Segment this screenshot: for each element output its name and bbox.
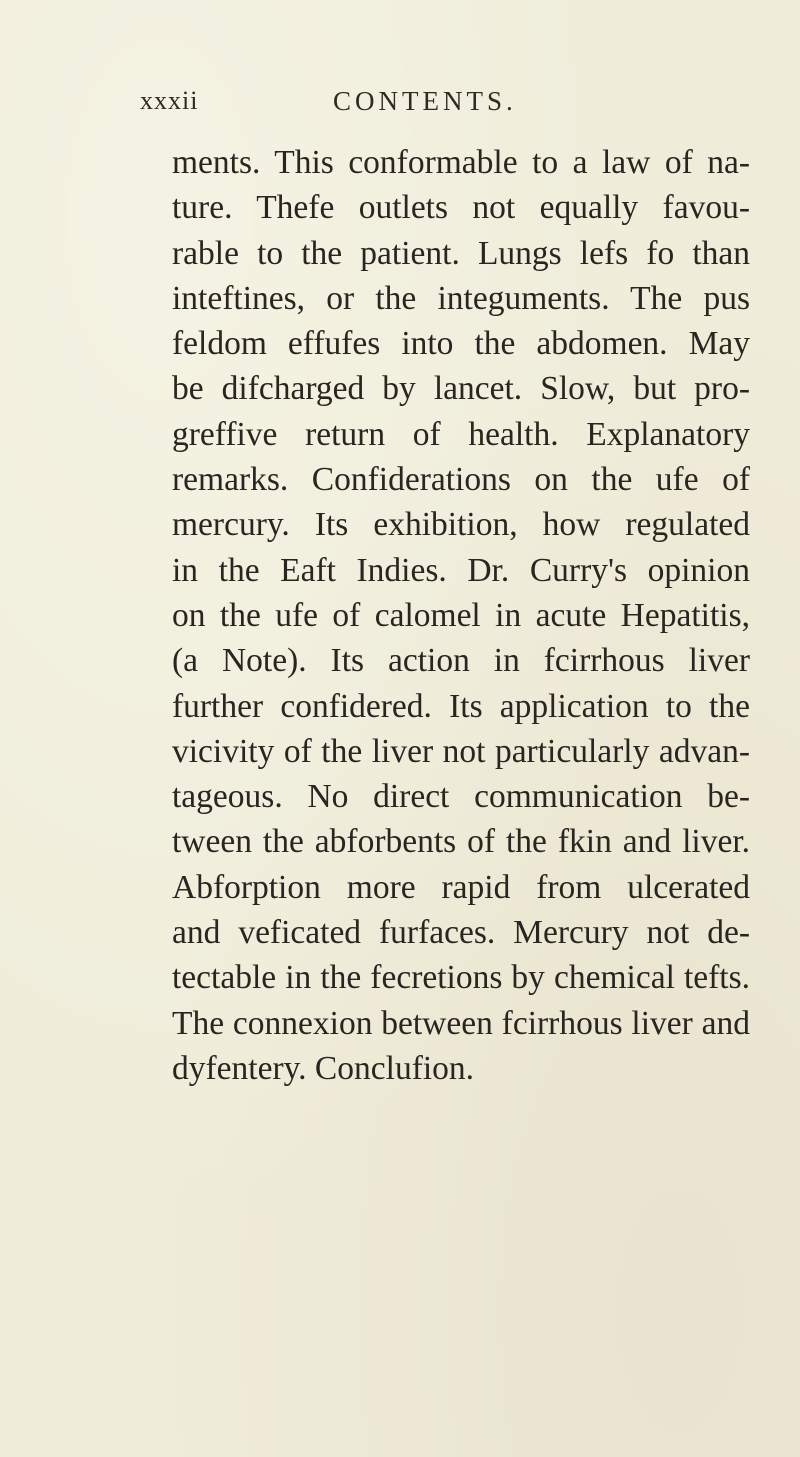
contents-text <box>172 140 772 1091</box>
text-line: greffive return of health. Explanatory <box>172 415 750 453</box>
text-line: The connexion between fcirrhous liver and <box>172 1004 750 1042</box>
text-line: feldom effufes into the abdomen. May <box>172 325 750 363</box>
running-head: CONTENTS. <box>333 86 517 116</box>
page-number: xxxii <box>140 86 199 115</box>
text-line: rable to the patient. Lungs lefs fo than <box>172 234 750 272</box>
text-line: ments. This conformable to a law of na- <box>172 144 750 181</box>
text-line: be difcharged by lancet. Slow, but pro- <box>172 370 750 408</box>
text-line: dyfentery. Conclufion. <box>172 1049 475 1087</box>
text-line: tageous. No direct communication be- <box>172 778 750 816</box>
text-line: mercury. Its exhibition, how regulated <box>172 506 750 544</box>
page-header <box>140 86 720 126</box>
text-line: vicivity of the liver not particularly advan- <box>172 732 750 770</box>
text-line: further confidered. Its application to the <box>172 687 750 725</box>
text-line: and veficated furfaces. Mercury not de- <box>172 914 750 952</box>
text-line: ture. Thefe outlets not equally favou- <box>172 189 750 227</box>
text-line: remarks. Confiderations on the ufe of <box>172 461 750 499</box>
text-line: on the ufe of calomel in acute Hepatitis, <box>172 596 750 634</box>
text-line: Abforption more rapid from ulcerated <box>172 868 750 906</box>
text-line: tween the abforbents of the fkin and liver. <box>172 823 750 861</box>
text-line: tectable in the fecretions by chemical tefts. <box>172 959 750 997</box>
text-line: (a Note). Its action in fcirrhous liver <box>172 642 750 680</box>
text-line: in the Eaft Indies. Dr. Curry's opinion <box>172 551 750 589</box>
text-line: inteftines, or the integuments. The pus <box>172 279 750 317</box>
